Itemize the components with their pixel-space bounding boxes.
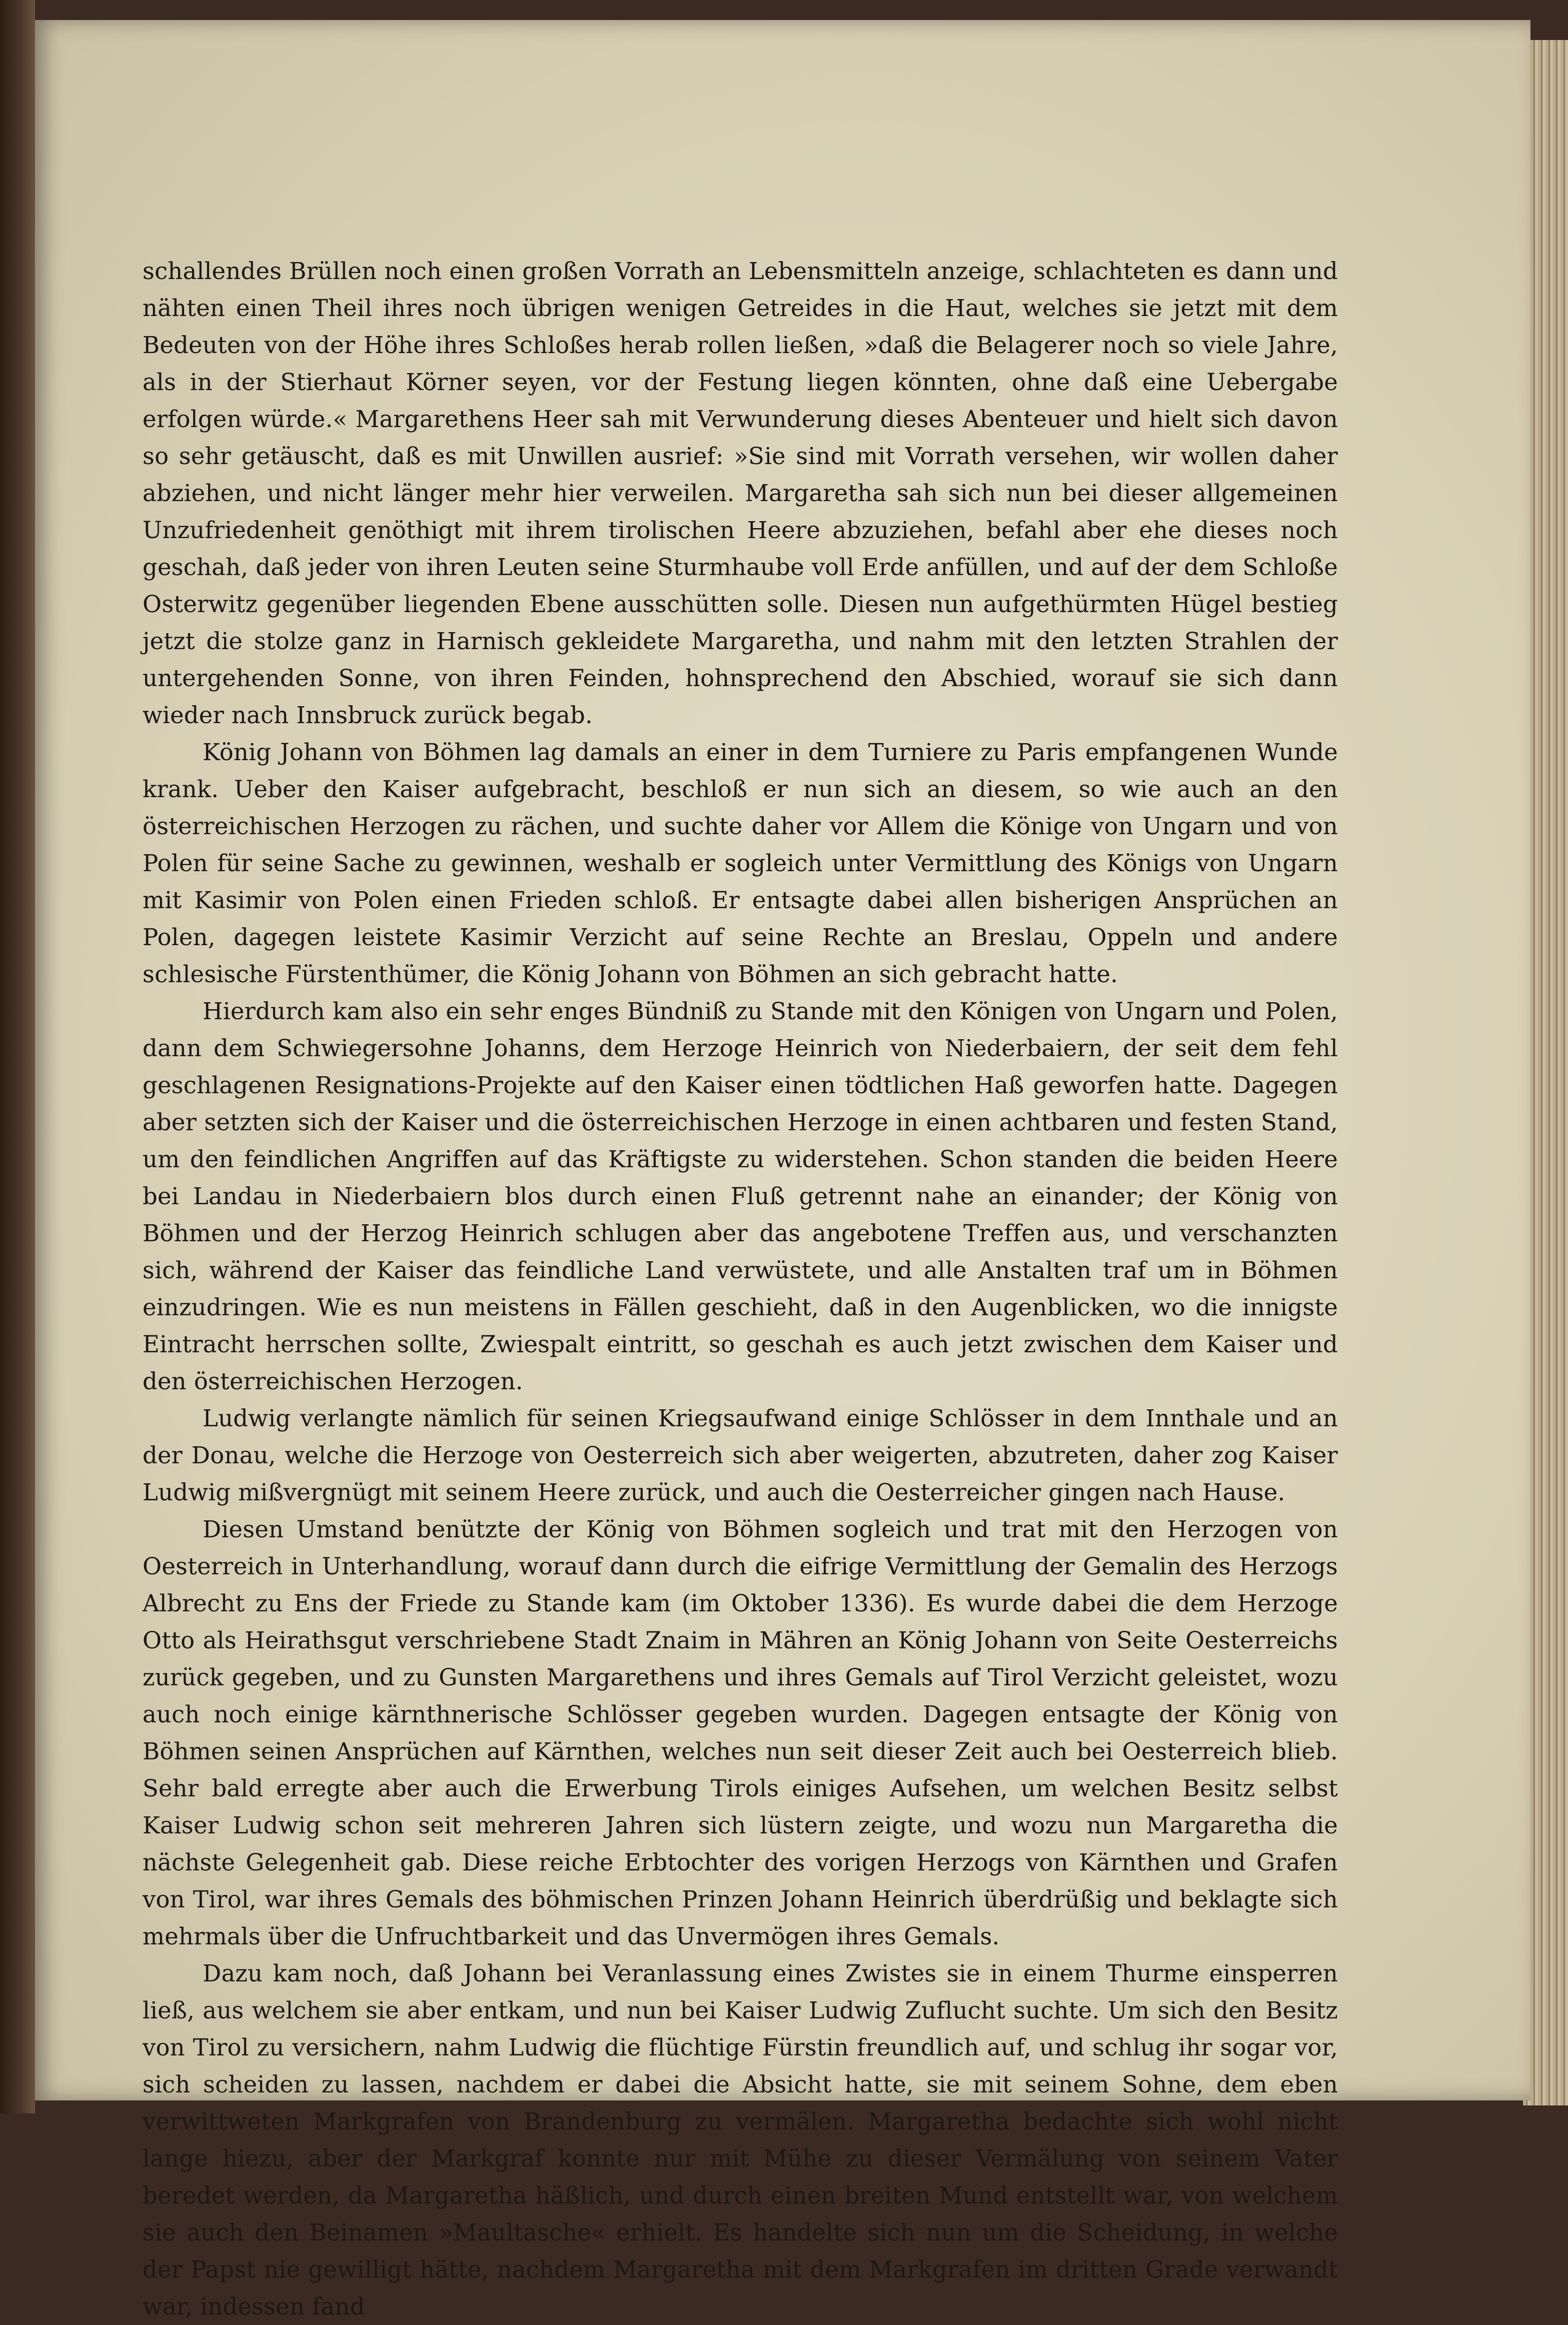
paragraph-1: schallendes Brüllen noch einen großen Vorrath an Lebensmitteln anzeige, schlachteten es dann und nähten einen Theil ihres noch übrigen wenigen Getreides in die Haut, welches sie jetzt mit dem Bedeuten von der Höhe ihres Schloßes herab rollen ließen, »daß die Belagerer noch so viele Jahre, als in der Stierhaut Körner seyen, vor der Festung liegen könnten, ohne daß eine Uebergabe erfolgen würde.« Margarethens Heer sah mit Verwunderung dieses Abenteuer und hielt sich davon so sehr getäuscht, daß es mit Unwillen ausrief: »Sie sind mit Vorrath versehen, wir wollen daher abziehen, und nicht länger mehr hier verweilen. Margaretha sah sich nun bei dieser allgemeinen Unzufriedenheit genöthigt mit ihrem tirolischen Heere abzuziehen, befahl aber ehe dieses noch geschah, daß jeder von ihren Leuten seine Sturmhaube voll Erde anfüllen, und auf der dem Schloße Osterwitz gegenüber liegenden Ebene ausschütten solle. Diesen nun aufgethürmten Hügel bestieg jetzt die stolze ganz in Harnisch gekleidete Margaretha, und nahm mit den letzten Strahlen der untergehenden Sonne, von ihren Feinden, hohnsprechend den Abschied, worauf sie sich dann wieder nach Innsbruck zurück begab.	[143, 258, 1338, 729]
body-text	[143, 253, 1338, 2325]
paragraph-6: Dazu kam noch, daß Johann bei Veranlassung eines Zwistes sie in einem Thurme einsperren ließ, aus welchem sie aber entkam, und nun bei Kaiser Ludwig Zuflucht suchte. Um sich den Besitz von Tirol zu versichern, nahm Ludwig die flüchtige Fürstin freundlich auf, und schlug ihr sogar vor, sich scheiden zu lassen, nachdem er dabei die Absicht hatte, sie mit seinem Sohne, dem eben verwittweten Markgrafen von Brandenburg zu vermälen. Margaretha bedachte sich wohl nicht lange hiezu, aber der Markgraf konnte nur mit Mühe zu dieser Vermälung von seinem Vater beredet werden, da Margaretha häßlich, und durch einen breiten Mund entstellt war, von welchem sie auch den Beinamen »Maultasche« erhielt. Es handelte sich nun um die Scheidung, in welche der Papst nie gewilligt hätte, nachdem Margaretha mit dem Markgrafen im dritten Grade verwandt war, indessen fand	[143, 1960, 1338, 2320]
paragraph-3: Hierdurch kam also ein sehr enges Bündniß zu Stande mit den Königen von Ungarn und Polen, dann dem Schwiegersohne Johanns, dem Herzoge Heinrich von Niederbaiern, der seit dem fehl geschlagenen Resignations-Projekte auf den Kaiser einen tödtlichen Haß geworfen hatte. Dagegen aber setzten sich der Kaiser und die österreichischen Herzoge in einen achtbaren und festen Stand, um den feindlichen Angriffen auf das Kräftigste zu widerstehen. Schon standen die beiden Heere bei Landau in Niederbaiern blos durch einen Fluß getrennt nahe an einander; der König von Böhmen und der Herzog Heinrich schlugen aber das angebotene Treffen aus, und verschanzten sich, während der Kaiser das feindliche Land verwüstete, und alle Anstalten traf um in Böhmen einzudringen. Wie es nun meistens in Fällen geschieht, daß in den Augenblicken, wo die innigste Eintracht herrschen sollte, Zwiespalt eintritt, so geschah es auch jetzt zwischen dem Kaiser und den österreichischen Herzogen.	[143, 998, 1338, 1395]
paragraph-4: Ludwig verlangte nämlich für seinen Kriegsaufwand einige Schlösser in dem Innthale und an der Donau, welche die Herzoge von Oesterreich sich aber weigerten, abzutreten, daher zog Kaiser Ludwig mißvergnügt mit seinem Heere zurück, und auch die Oesterreicher gingen nach Hause.	[143, 1405, 1338, 1506]
paragraph-5: Diesen Umstand benützte der König von Böhmen sogleich und trat mit den Herzogen von Oesterreich in Unterhandlung, worauf dann durch die eifrige Vermittlung der Gemalin des Herzogs Albrecht zu Ens der Friede zu Stande kam (im Oktober 1336). Es wurde dabei die dem Herzoge Otto als Heirathsgut verschriebene Stadt Znaim in Mähren an König Johann von Seite Oesterreichs zurück gegeben, und zu Gunsten Margarethens und ihres Gemals auf Tirol Verzicht geleistet, wozu auch noch einige kärnthnerische Schlösser gegeben wurden. Dagegen entsagte der König von Böhmen seinen Ansprüchen auf Kärnthen, welches nun seit dieser Zeit auch bei Oesterreich blieb. Sehr bald erregte aber auch die Erwerbung Tirols einiges Aufsehen, um welchen Besitz selbst Kaiser Ludwig schon seit mehreren Jahren sich lüstern zeigte, und wozu nun Margaretha die nächste Gelegenheit gab. Diese reiche Erbtochter des vorigen Herzogs von Kärnthen und Grafen von Tirol, war ihres Gemals des böhmischen Prinzen Johann Heinrich überdrüßig und beklagte sich mehrmals über die Unfruchtbarkeit und das Unvermögen ihres Gemals.	[143, 1516, 1338, 1950]
book-spine	[0, 0, 35, 2113]
paragraph-2: König Johann von Böhmen lag damals an einer in dem Turniere zu Paris empfangenen Wunde krank. Ueber den Kaiser aufgebracht, beschloß er nun sich an diesem, so wie auch an den österreichischen Herzogen zu rächen, und suchte daher vor Allem die Könige von Ungarn und von Polen für seine Sache zu gewinnen, weshalb er sogleich unter Vermittlung des Königs von Ungarn mit Kasimir von Polen einen Frieden schloß. Er entsagte dabei allen bisherigen Ansprüchen an Polen, dagegen leistete Kasimir Verzicht auf seine Rechte an Breslau, Oppeln und andere schlesische Fürstenthümer, die König Johann von Böhmen an sich gebracht hatte.	[143, 739, 1338, 988]
